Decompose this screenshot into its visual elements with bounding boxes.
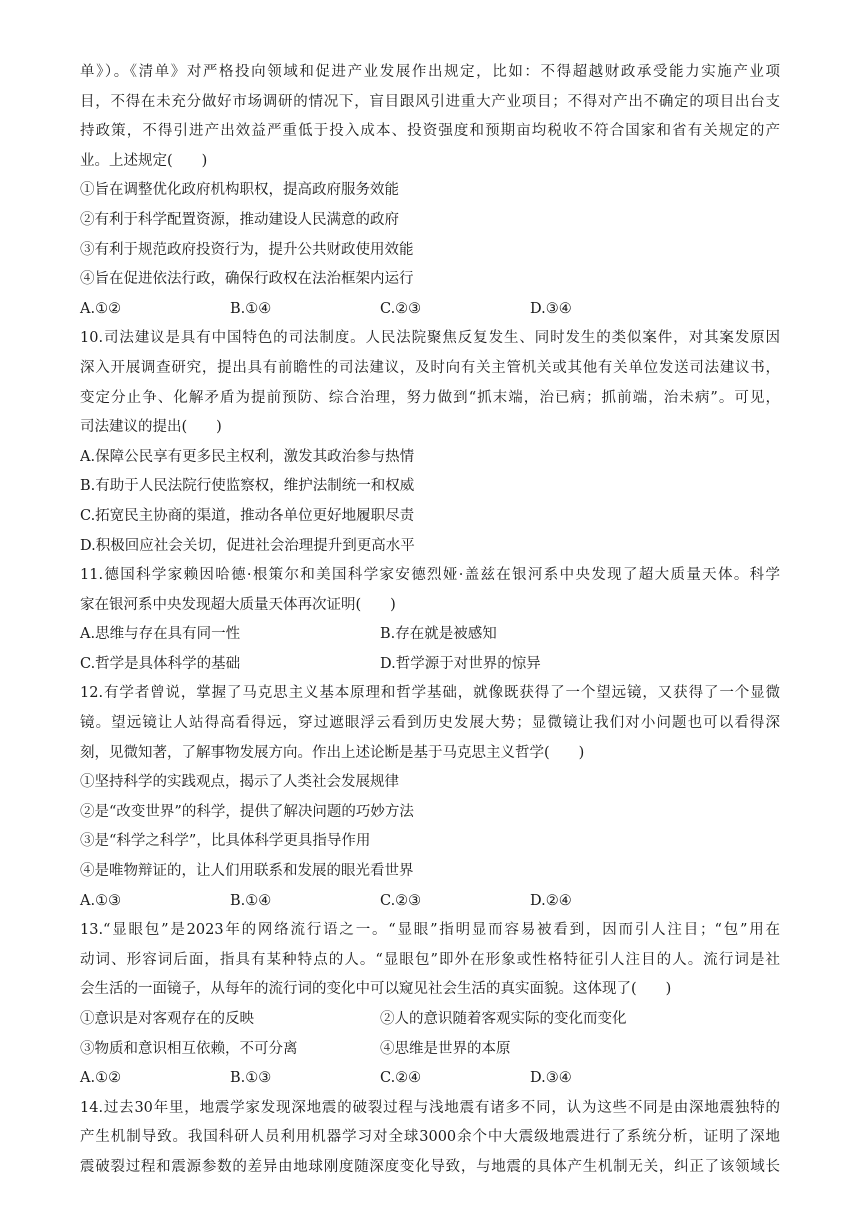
text-line: 14.过去30年里，地震学家发现深地震的破裂过程与浅地震有诸多不同，认为这些不同是由深地震独特的 (80, 1099, 780, 1116)
text-line: ②是“改变世界”的科学，提供了解决问题的巧妙方法 (80, 803, 414, 820)
text-line: A.保障公民享有更多民主权利，激发其政治参与热情 (80, 448, 415, 465)
answer-option: ②人的意识随着客观实际的变化而变化 (380, 1011, 627, 1027)
text-line: ④旨在促进依法行政，确保行政权在法治框架内运行 (80, 271, 414, 288)
options-row (80, 887, 780, 917)
text-line: ②有利于科学配置资源，推动建设人民满意的政府 (80, 211, 399, 228)
answer-option: B.①④ (230, 300, 272, 317)
text-line: 产生机制导致。我国科研人员利用机器学习对全球3000余个中大震级地震进行了系统分析，证明了深地 (80, 1129, 780, 1146)
options-row (80, 620, 780, 650)
text-line: 单》）。《清单》对严格投向领域和促进产业发展作出规定，比如：不得超越财政承受能力实施产业项 (80, 64, 780, 80)
text-line: 深入开展调查研究，提出具有前瞻性的司法建议，及时向有关主管机关或其他有关单位发送司法建议书， (80, 359, 780, 376)
text-line: ①旨在调整优化政府机构职权，提高政府服务效能 (80, 182, 399, 199)
text-line: D.积极回应社会关切，促进社会治理提升到更高水平 (80, 537, 415, 554)
text-line: 家在银河系中央发现超大质量天体再次证明( ) (80, 596, 396, 613)
text-line: 12.有学者曾说，掌握了马克思主义基本原理和哲学基础，就像既获得了一个望远镜，又获得了一个显微 (80, 685, 780, 702)
answer-option: ③物质和意识相互依赖，不可分离 (80, 1040, 298, 1057)
text-line: ③是“科学之科学”，比具体科学更具指导作用 (80, 833, 371, 850)
options-row (80, 295, 780, 325)
text-line: 持政策，不得引进产出效益严重低于投入成本、投资强度和预期亩均税收不符合国家和省有关规定的产 (80, 123, 780, 140)
answer-option: A.①② (80, 1070, 122, 1087)
text-line: ①坚持科学的实践观点，揭示了人类社会发展规律 (80, 774, 399, 791)
answer-option: C.哲学是具体科学的基础 (80, 655, 241, 672)
answer-option: B.存在就是被感知 (380, 626, 497, 643)
answer-option: ④思维是世界的本原 (380, 1040, 511, 1057)
answer-option: A.①② (80, 300, 122, 317)
text-line: 镜。望远镜让人站得高看得远，穿过遮眼浮云看到历史发展大势；显微镜让我们对小问题也可以看得深 (80, 715, 780, 732)
answer-option: B.①③ (230, 1070, 272, 1087)
answer-option: D.③④ (530, 1070, 572, 1087)
text-line: 震破裂过程和震源参数的差异由地球刚度随深度变化导致，与地震的具体产生机制无关，纠正了该领域长 (80, 1158, 780, 1175)
options-row (80, 1005, 780, 1035)
exam-page (80, 58, 780, 1183)
text-line: ③有利于规范政府投资行为，提升公共财政使用效能 (80, 241, 414, 258)
options-row (80, 1064, 780, 1094)
answer-option: D.哲学源于对世界的惊异 (380, 655, 541, 672)
options-row (80, 1035, 780, 1065)
text-line: 目，不得在未充分做好市场调研的情况下，盲目跟风引进重大产业项目；不得对产出不确定的项目出台支 (80, 93, 780, 110)
options-row (80, 650, 780, 680)
text-line: 会生活的一面镜子，从每年的流行词的变化中可以窥见社会生活的真实面貌。这体现了( ) (80, 981, 672, 998)
text-line: C.拓宽民主协商的渠道，推动各单位更好地履职尽责 (80, 507, 415, 524)
answer-option: ①意识是对客观存在的反映 (80, 1011, 254, 1027)
text-line: ④是唯物辩证的，让人们用联系和发展的眼光看世界 (80, 863, 414, 880)
text-line: 变定分止争、化解矛盾为提前预防、综合治理，努力做到“抓末端，治已病；抓前端，治未病”。可见， (80, 389, 780, 406)
answer-option: A.①③ (80, 892, 122, 909)
answer-option: D.③④ (530, 300, 572, 317)
text-line: B.有助于人民法院行使监察权，维护法制统一和权威 (80, 478, 415, 495)
text-line: 动词、形容词后面，指具有某种特点的人。“显眼包”即外在形象或性格特征引人注目的人。流行词是社 (80, 951, 780, 968)
answer-option: C.②③ (380, 300, 422, 317)
answer-option: C.②④ (380, 1070, 422, 1087)
text-line: 刻，见微知著，了解事物发展方向。作出上述论断是基于马克思主义哲学( ) (80, 744, 585, 761)
text-line: 13.“显眼包”是2023年的网络流行语之一。“显眼”指明显而容易被看到，因而引人注目；“包”用在 (80, 922, 780, 939)
answer-option: C.②③ (380, 892, 422, 909)
text-line: 10.司法建议是具有中国特色的司法制度。人民法院聚焦反复发生、同时发生的类似案件，对其案发原因 (80, 330, 780, 347)
text-line: 业。上述规定( ) (80, 152, 208, 169)
text-line: 司法建议的提出( ) (80, 419, 222, 436)
answer-option: B.①④ (230, 892, 272, 909)
text-line: 11.德国科学家赖因哈德·根策尔和美国科学家安德烈娅·盖兹在银河系中央发现了超大质量天体。科学 (80, 567, 780, 584)
answer-option: D.②④ (530, 892, 572, 909)
answer-option: A.思维与存在具有同一性 (80, 626, 241, 643)
